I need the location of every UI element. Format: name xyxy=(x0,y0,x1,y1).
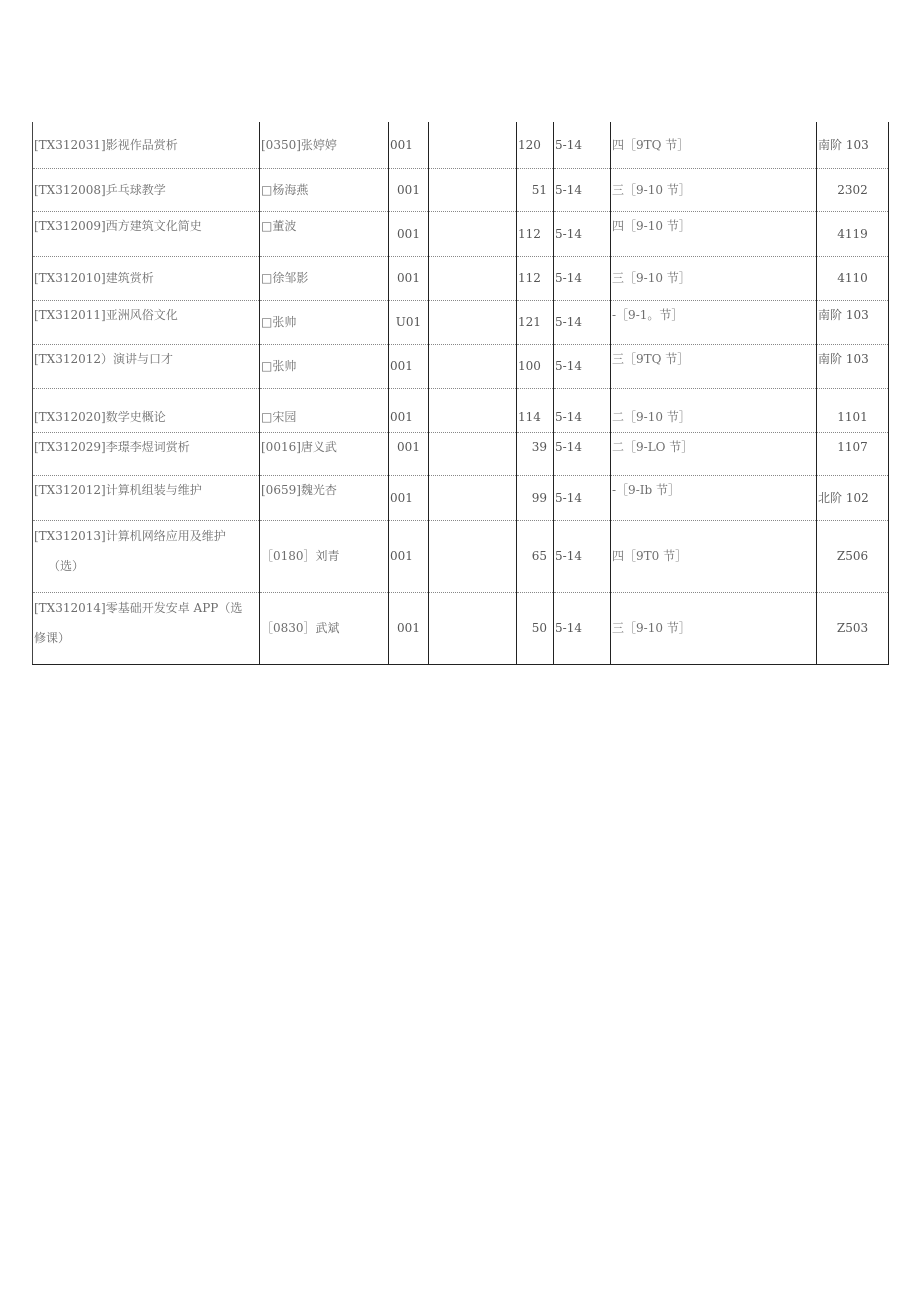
time-cell: -［9-Ib 节］ xyxy=(611,475,817,520)
weeks-cell: 5-14 xyxy=(554,300,611,344)
course-line-2: 修课） xyxy=(34,630,71,645)
course-cell: [TX312020]数学史概论 xyxy=(33,388,260,432)
teacher-cell: [0659]魏光杏 xyxy=(260,475,389,520)
time-cell: 三［9-10 节］ xyxy=(611,592,817,664)
section-cell: 001 xyxy=(389,344,429,388)
blank-cell xyxy=(429,344,517,388)
teacher-cell: [0350]张婷婷 xyxy=(260,122,389,168)
teacher-cell: □董波 xyxy=(260,211,389,256)
blank-cell xyxy=(429,520,517,592)
weeks-cell: 5-14 xyxy=(554,211,611,256)
section-cell: 001 xyxy=(389,256,429,300)
count-cell: 51 xyxy=(517,168,554,211)
course-line-1: [TX312013]计算机网络应用及维护 xyxy=(34,528,226,543)
table-row xyxy=(33,168,889,211)
time-cell: 二［9-10 节］ xyxy=(611,388,817,432)
blank-cell xyxy=(429,475,517,520)
count-cell: 114 xyxy=(517,388,554,432)
time-cell: 四［9TQ 节］ xyxy=(611,122,817,168)
count-cell: 65 xyxy=(517,520,554,592)
room-cell: 南阶 103 xyxy=(817,344,889,388)
blank-cell xyxy=(429,168,517,211)
table-row xyxy=(33,432,889,475)
table-row xyxy=(33,388,889,432)
teacher-cell: [0016]唐义武 xyxy=(260,432,389,475)
weeks-cell: 5-14 xyxy=(554,520,611,592)
weeks-cell: 5-14 xyxy=(554,432,611,475)
table-row xyxy=(33,344,889,388)
room-cell: 2302 xyxy=(817,168,889,211)
table-row xyxy=(33,520,889,592)
time-cell: 二［9-LO 节］ xyxy=(611,432,817,475)
room-cell: 4110 xyxy=(817,256,889,300)
room-cell: 南阶 103 xyxy=(817,122,889,168)
room-cell: 北阶 102 xyxy=(817,475,889,520)
section-cell: 001 xyxy=(389,520,429,592)
section-cell: 001 xyxy=(389,122,429,168)
table-row xyxy=(33,211,889,256)
time-cell: 三［9TQ 节］ xyxy=(611,344,817,388)
count-cell: 100 xyxy=(517,344,554,388)
section-cell: 001 xyxy=(389,168,429,211)
course-cell: [TX312008]乒乓球教学 xyxy=(33,168,260,211)
time-cell: 四［9-10 节］ xyxy=(611,211,817,256)
weeks-cell: 5-14 xyxy=(554,592,611,664)
count-cell: 50 xyxy=(517,592,554,664)
count-cell: 121 xyxy=(517,300,554,344)
course-cell xyxy=(33,520,260,592)
course-cell: [TX312031]影视作品赏析 xyxy=(33,122,260,168)
course-cell: [TX312009]西方建筑文化简史 xyxy=(33,211,260,256)
weeks-cell: 5-14 xyxy=(554,122,611,168)
weeks-cell: 5-14 xyxy=(554,388,611,432)
table-row xyxy=(33,256,889,300)
course-cell: [TX312029]李璟李煜词赏析 xyxy=(33,432,260,475)
room-cell: Z503 xyxy=(817,592,889,664)
time-cell: 三［9-10 节］ xyxy=(611,256,817,300)
table-row xyxy=(33,300,889,344)
section-cell: 001 xyxy=(389,475,429,520)
count-cell: 112 xyxy=(517,211,554,256)
weeks-cell: 5-14 xyxy=(554,256,611,300)
weeks-cell: 5-14 xyxy=(554,168,611,211)
section-cell: 001 xyxy=(389,592,429,664)
room-cell: 南阶 103 xyxy=(817,300,889,344)
teacher-cell: □张帅 xyxy=(260,300,389,344)
weeks-cell: 5-14 xyxy=(554,344,611,388)
teacher-cell: □宋园 xyxy=(260,388,389,432)
blank-cell xyxy=(429,388,517,432)
course-cell: [TX312011]亚洲风俗文化 xyxy=(33,300,260,344)
course-cell: [TX312010]建筑赏析 xyxy=(33,256,260,300)
count-cell: 120 xyxy=(517,122,554,168)
course-line-2: （选） xyxy=(48,558,85,573)
room-cell: Z506 xyxy=(817,520,889,592)
teacher-cell: □张帅 xyxy=(260,344,389,388)
time-cell: 三［9-10 节］ xyxy=(611,168,817,211)
section-cell: 001 xyxy=(389,388,429,432)
section-cell: 001 xyxy=(389,432,429,475)
blank-cell xyxy=(429,122,517,168)
blank-cell xyxy=(429,256,517,300)
section-cell: U01 xyxy=(389,300,429,344)
weeks-cell: 5-14 xyxy=(554,475,611,520)
table-row xyxy=(33,475,889,520)
table-row xyxy=(33,592,889,664)
teacher-cell: □徐邹影 xyxy=(260,256,389,300)
room-cell: 1107 xyxy=(817,432,889,475)
course-cell: [TX312012）演讲与口才 xyxy=(33,344,260,388)
table-row xyxy=(33,122,889,168)
course-schedule-table-wrapper xyxy=(32,122,888,665)
room-cell: 4119 xyxy=(817,211,889,256)
room-cell: 1101 xyxy=(817,388,889,432)
teacher-cell: ［0830］武斌 xyxy=(260,592,389,664)
course-cell xyxy=(33,592,260,664)
teacher-cell: □杨海燕 xyxy=(260,168,389,211)
time-cell: 四［9T0 节］ xyxy=(611,520,817,592)
section-cell: 001 xyxy=(389,211,429,256)
blank-cell xyxy=(429,432,517,475)
course-line-1: [TX312014]零基础开发安卓 APP（选 xyxy=(34,600,243,615)
blank-cell xyxy=(429,592,517,664)
blank-cell xyxy=(429,300,517,344)
blank-cell xyxy=(429,211,517,256)
time-cell: -［9-1。节］ xyxy=(611,300,817,344)
course-cell: [TX312012]计算机组装与维护 xyxy=(33,475,260,520)
count-cell: 112 xyxy=(517,256,554,300)
count-cell: 39 xyxy=(517,432,554,475)
count-cell: 99 xyxy=(517,475,554,520)
teacher-cell: ［0180］刘青 xyxy=(260,520,389,592)
course-schedule-table xyxy=(32,122,889,665)
